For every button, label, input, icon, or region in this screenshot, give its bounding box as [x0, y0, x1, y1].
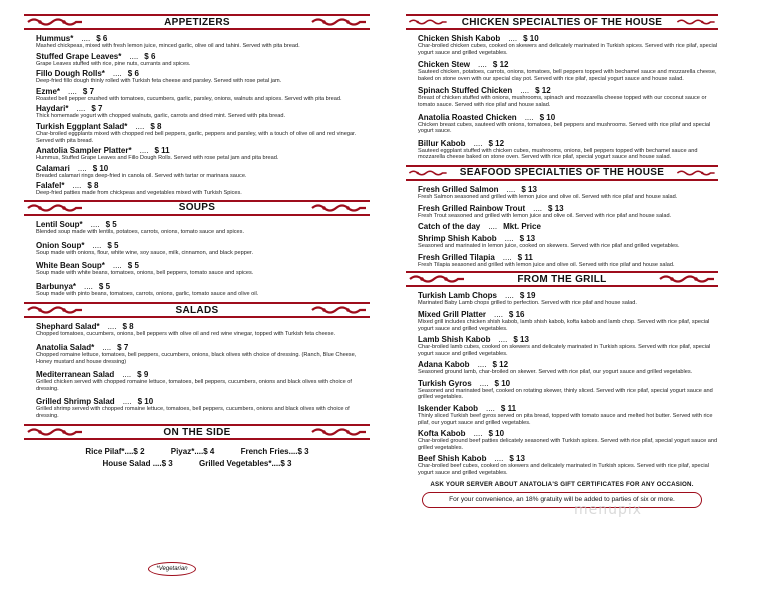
menu-item-dots: ....	[72, 181, 82, 191]
menu-item-heading	[36, 282, 370, 291]
menu-item	[36, 370, 370, 392]
gratuity-note: For your convenience, an 18% gratuity will be added to parties of six or more.	[422, 492, 702, 508]
menu-item-price: $ 6	[127, 69, 139, 79]
menu-item-heading	[36, 343, 370, 352]
menu-item-price: $ 13	[513, 335, 529, 345]
chicken-title: CHICKEN SPECIALTIES OF THE HOUSE	[461, 16, 663, 28]
menu-item-dots: ....	[473, 138, 483, 148]
menu-item-dots: ....	[473, 429, 483, 439]
appetizers-list	[24, 34, 370, 197]
menu-item-price: $ 12	[492, 360, 509, 370]
menu-item-name: Adana Kabob	[418, 360, 470, 370]
menu-item-name: Turkish Eggplant Salad*	[36, 121, 128, 131]
salads-title: SALADS	[175, 304, 219, 316]
menu-item-description: Sauteed chicken, potatoes, carrots, onions, tomatoes, bell peppers topped with bechamel sauce and mozzarella cheese, baked on stone oven with our special clay pot. Served with rice pilaf, special yogurt sauce and house salad.	[418, 69, 717, 82]
menu-item	[418, 34, 718, 56]
menu-item-description: Seasoned and marinated beef, cooked on rotating skewer, thinly sliced. Served with rice pilaf, special yogurt sauce and grilled vegetables.	[418, 387, 713, 401]
menu-item-name: Chicken Shish Kabob	[418, 34, 501, 43]
menu-item-price: $ 10	[539, 112, 556, 122]
menu-item-heading	[418, 139, 718, 148]
menu-item-dots: ....	[102, 342, 112, 352]
appetizers-title: APPETIZERS	[164, 16, 230, 28]
menu-item-name: Spinach Stuffed Chicken	[418, 86, 513, 96]
menu-item-price: $ 10	[488, 429, 505, 439]
menu-item-name: Catch of the day	[418, 222, 481, 232]
side-row-1	[24, 446, 370, 458]
menu-item-dots: ....	[498, 335, 508, 345]
menu-item-heading	[36, 104, 370, 113]
menu-item-name: Shephard Salad*	[36, 322, 100, 332]
menu-item-price: $ 5	[105, 219, 117, 229]
menu-item-name: Grilled Shrimp Salad	[36, 397, 115, 407]
menu-item-description: Hummus, Stuffed Grape Leaves and Fillo Dough Rolls. Served with rose petal jam and pita bread.	[36, 155, 279, 162]
menu-item-name: Anatolia Sampler Platter*	[36, 146, 132, 156]
menu-item-dots: ....	[533, 203, 543, 213]
menu-item-dots: ....	[122, 370, 132, 380]
menu-item-description: Chopped romaine lettuce, tomatoes, bell peppers, cucumbers, onions, black olives with choice of dressing. (Ranch, Blue Cheese, Honey mustard and house dressing)	[36, 351, 357, 365]
menu-item-dots: ....	[92, 240, 102, 250]
menu-item	[418, 204, 718, 220]
side-item: Rice Pilaf*....$ 2	[85, 447, 145, 457]
menu-item-description: Chicken breast cubes, sauteed with onions, tomatoes, bell peppers and mushrooms. Served with rice pilaf and special yogurt sauce.	[418, 121, 711, 135]
menu-item-description: Seasoned and marinated in lemon juice, cooked on skewers. Served with rice pilaf and grilled vegetables.	[418, 243, 680, 250]
menu-item-price: Mkt. Price	[503, 222, 541, 232]
menu-item-dots: ....	[90, 219, 100, 229]
menu-item	[418, 335, 718, 357]
side-item: Grilled Vegetables*....$ 3	[198, 459, 292, 469]
menu-item-heading	[36, 241, 370, 250]
menu-item-heading	[36, 370, 370, 379]
menu-item-description: Deep-fried patties made from chickpeas and vegetables mixed with Turkish Spices.	[36, 190, 242, 197]
menu-item-name: Lentil Soup*	[36, 219, 83, 229]
menu-item-heading	[36, 52, 370, 61]
menu-item-price: $ 8	[87, 181, 99, 191]
menu-item-name: Beef Shish Kabob	[418, 454, 487, 464]
menu-item-dots: ....	[129, 51, 139, 61]
menu-item-heading	[418, 310, 718, 319]
menu-item	[36, 181, 370, 197]
appetizers-header	[24, 14, 370, 30]
menu-item-dots: ....	[479, 378, 489, 388]
menu-item-name: Chicken Stew	[418, 60, 471, 70]
menu-item-price: $ 5	[107, 240, 119, 250]
menu-item-price: $ 16	[508, 309, 525, 319]
menu-item-dots: ....	[494, 454, 504, 464]
ornament-icon	[310, 305, 368, 315]
menu-item-name: Ezme*	[36, 86, 61, 96]
soups-title: SOUPS	[178, 202, 216, 214]
menu-item-dots: ....	[524, 112, 534, 122]
menu-item-dots: ....	[502, 252, 512, 262]
menu-item-price: $ 13	[548, 203, 564, 213]
chicken-header	[406, 14, 718, 30]
menu-item-price: $ 12	[535, 86, 551, 96]
menu-item	[36, 397, 370, 419]
menu-item-name: Anatolia Roasted Chicken	[418, 112, 517, 122]
menu-item-description: Breaded calamari rings deep-fried in canola oil. Served with tartar or marinara sauce.	[36, 172, 247, 179]
menu-item-heading	[36, 181, 370, 190]
menu-item-price: $ 6	[144, 51, 156, 61]
menu-item-price: $ 7	[117, 342, 129, 352]
menu-item-price: $ 7	[82, 86, 95, 96]
menu-item-heading	[36, 122, 370, 131]
menu-item-name: White Bean Soup*	[36, 261, 105, 271]
menu-item-heading	[36, 397, 370, 406]
menu-item-price: $ 11	[500, 404, 517, 414]
menu-item	[418, 185, 718, 201]
menu-item	[36, 241, 370, 257]
menu-item-description: Thinly sliced Turkish beef gyros served on pita bread, topped with tomato sauce and melted hot butter. Served with rice pilaf, our yogurt sauce and grilled vegetables.	[418, 413, 713, 426]
menu-item-name: Fresh Grilled Tilapia	[418, 252, 495, 262]
menu-item	[418, 86, 718, 108]
menu-item-heading	[418, 34, 718, 43]
menu-item-price: $ 11	[517, 252, 533, 262]
menu-item-heading	[418, 291, 718, 300]
grill-title: FROM THE GRILL	[517, 273, 607, 285]
grill-list	[406, 291, 718, 476]
ornament-icon	[658, 274, 716, 284]
menu-item-heading	[36, 87, 370, 96]
side-item: House Salad ....$ 3	[102, 459, 173, 469]
menu-item-dots: ....	[506, 184, 516, 194]
menu-item-name: Haydari*	[36, 104, 69, 114]
menu-item-heading	[36, 261, 370, 270]
menu-item-heading	[36, 322, 370, 331]
menu-item-description: Grilled chicken served with chopped romaine lettuce, tomatoes, bell peppers, cucumbers, onions and black olives with choice of dressing.	[36, 379, 352, 392]
menu-item-description: Seasoned ground lamb, char-broiled on skewer. Served with rice pilaf, our yogurt sauce and grilled vegetables.	[418, 369, 693, 376]
menu-item	[418, 222, 718, 231]
menu-item-description: Thick homemade yogurt with chopped walnuts, garlic, carrots and dried mint. Served with pita bread.	[36, 113, 286, 120]
menu-item	[36, 104, 370, 120]
menu-item-dots: ....	[486, 404, 495, 414]
menu-item-dots: ....	[477, 360, 487, 370]
menu-item	[418, 113, 718, 135]
left-column	[24, 14, 370, 470]
menu-item-name: Fresh Grilled Salmon	[418, 184, 499, 194]
menu-item	[418, 429, 718, 451]
menu-item-heading	[418, 185, 718, 194]
menu-item-name: Iskender Kabob	[418, 404, 479, 414]
watermark: menupix	[574, 502, 643, 518]
menu-item	[36, 322, 370, 338]
menu-item-dots: ....	[478, 60, 487, 70]
menu-item-price: $ 7	[91, 104, 103, 114]
menu-item-description: Mashed chickpeas, mixed with fresh lemon juice, minced garlic, olive oil and tahini. Served with pita bread.	[36, 43, 300, 49]
menu-item-name: Calamari	[36, 163, 70, 173]
menu-item-heading	[36, 69, 370, 78]
menu-item-description: Blended soup made with lentils, potatoes, carrots, onions, tomato sauce and spices.	[36, 228, 245, 235]
side-item: French Fries....$ 3	[240, 447, 309, 457]
menu-item-name: Turkish Gyros	[418, 378, 472, 388]
menu-item-description: Sauteed eggplant stuffed with chicken cubes, mushrooms, onions, bell peppers topped with bechamel sauce and mozzarella cheese baked on stone oven. Served with rice pilaf, special yogurt sauce and house salad.	[418, 147, 698, 161]
soups-list	[24, 220, 370, 297]
menu-item-price: $ 8	[150, 121, 162, 131]
menu-item-description: Deep-fried fillo dough thinly rolled with Turkish feta cheese and parsley. Served with rose petal jam.	[36, 78, 282, 85]
menu-item-description: Marinated Baby Lamb chops grilled to perfection. Served with rice pilaf and house salad.	[418, 300, 637, 307]
menu-item-name: Fillo Dough Rolls*	[36, 69, 105, 79]
menu-item-heading	[418, 454, 718, 463]
menu-item-name: Onion Soup*	[36, 240, 85, 250]
menu-item-dots: ....	[494, 309, 503, 319]
menu-item-name: Fresh Grilled Rainbow Trout	[418, 203, 526, 213]
menu-item	[418, 60, 718, 82]
menu-item-price: $ 9	[137, 370, 149, 380]
ornament-icon	[26, 305, 84, 315]
ornament-icon	[310, 203, 368, 213]
menu-item	[36, 87, 370, 103]
side-row-2	[24, 458, 370, 470]
menu-item	[36, 122, 370, 144]
menu-item-description: Char-broiled beef cubes, cooked on skewers and delicately marinated in Turkish spices. Served with rice pilaf, special yogurt sauce and grilled vegetables.	[418, 463, 710, 477]
menu-item-heading	[418, 86, 718, 95]
menu-item-name: Lamb Shish Kabob	[418, 335, 491, 345]
menu-item-description: Char-broiled lamb cubes, cooked on skewers and delicately marinated in Turkish spices. Served with rice pilaf, special yogurt sauce and grilled vegetables.	[418, 344, 711, 357]
menu-item-name: Mixed Grill Platter	[418, 309, 487, 319]
ornament-icon	[26, 203, 84, 213]
menu-item	[36, 34, 370, 50]
menu-item-name: Hummus*	[36, 34, 74, 43]
menu-item-heading	[418, 234, 718, 243]
menu-item	[36, 146, 370, 162]
menu-item-dots: ....	[76, 104, 86, 114]
menu-item-dots: ....	[84, 281, 93, 291]
on-the-side-header	[24, 424, 370, 440]
on-the-side-title: ON THE SIDE	[163, 426, 231, 438]
ornament-icon	[676, 168, 716, 178]
menu-item	[36, 261, 370, 277]
menu-item-dots: ....	[81, 34, 91, 43]
salads-list	[24, 322, 370, 419]
chicken-list	[406, 34, 718, 161]
ornament-icon	[408, 274, 466, 284]
menu-item-name: Billur Kabob	[418, 138, 466, 148]
menu-item-price: $ 12	[488, 138, 505, 148]
menu-item-dots: ....	[77, 163, 87, 173]
menu-item-description: Chopped tomatoes, cucumbers, onions, bell peppers with olive oil and red wine vinegar, topped with Turkish feta cheese.	[36, 331, 336, 338]
menu-item-dots: ....	[520, 86, 530, 96]
menu-item-name: Falafel*	[36, 181, 65, 191]
menu-item-heading	[36, 164, 370, 173]
menu-item-description: Mixed grill includes chicken shish kabob, lamb shish kabob, kofta kabob and lamb chop. Served with rice pilaf, special yogurt sauce and grilled vegetables.	[418, 318, 710, 332]
menu-item-price: $ 13	[509, 454, 525, 464]
salads-header	[24, 302, 370, 318]
seafood-title: SEAFOOD SPECIALTIES OF THE HOUSE	[459, 167, 665, 179]
menu-item	[418, 291, 718, 307]
menu-item-heading	[418, 253, 718, 262]
menu-item	[418, 253, 718, 269]
menu-item	[418, 234, 718, 250]
menu-item-description: Fresh Salmon seasoned and grilled with lemon juice and olive oil. Served with rice pilaf and house salad.	[418, 193, 678, 200]
ornament-icon	[408, 168, 448, 178]
menu-item-dots: ....	[122, 397, 132, 407]
menu-item-heading	[36, 220, 370, 229]
menu-item-name: Anatolia Salad*	[36, 342, 95, 352]
menu-item	[418, 379, 718, 401]
menu-item-description: Fresh Trout seasoned and grilled with lemon juice and olive oil. Served with rice pilaf and house salad.	[418, 212, 672, 219]
menu-item-price: $ 11	[154, 146, 170, 156]
seafood-header	[406, 165, 718, 181]
menu-item-dots: ....	[504, 234, 514, 244]
menu-item-price: $ 13	[521, 184, 537, 194]
menu-item-description: Grape Leaves stuffed with rice, pine nuts, currants and spices.	[36, 60, 191, 67]
menu-item-price: $ 12	[492, 60, 509, 70]
menu-item-description: Breast of chicken stuffed with onions, mushrooms, spinach and mozzarella cheese topped with our coconut sauce or tomato sauce. Served with rice pilaf and house salad.	[418, 95, 707, 108]
menu-item-heading	[418, 335, 718, 344]
menu-item-heading	[36, 146, 370, 155]
menu-item-dots: ....	[508, 34, 518, 43]
menu-item-name: Stuffed Grape Leaves*	[36, 51, 122, 61]
menu-item	[36, 220, 370, 236]
menu-item	[418, 454, 718, 476]
seafood-list	[406, 185, 718, 268]
menu-item-heading	[418, 404, 718, 413]
menu-item	[36, 52, 370, 68]
menu-item-name: Kofta Kabob	[418, 429, 466, 439]
menu-item-name: Mediterranean Salad	[36, 370, 115, 380]
menu-item-description: Grilled shrimp served with chopped romaine lettuce, tomatoes, bell peppers, cucumbers, onions and black olives with choice of dressing.	[36, 406, 350, 419]
menu-item	[36, 282, 370, 298]
menu-item-dots: ....	[68, 86, 77, 96]
ornament-icon	[26, 17, 84, 27]
vegetarian-note: *Vegetarian	[148, 562, 196, 576]
menu-item-description: Char-broiled eggplants mixed with chopped red bell peppers, garlic, peppers and parsley, with a touch of olive oil and red vinegar. Served with pita bread.	[36, 130, 357, 144]
menu-item	[418, 310, 718, 332]
menu-item-price: $ 5	[98, 281, 111, 291]
menu-item-heading	[418, 60, 718, 69]
menu-item-heading	[418, 379, 718, 388]
menu-item-description: Soup made with onions, flour, white wine, soy sauce, milk, cinnamon, and black pepper.	[36, 249, 254, 256]
menu-item-name: Barbunya*	[36, 281, 77, 291]
menu-item-price: $ 5	[127, 261, 139, 271]
menu-item	[36, 69, 370, 85]
menu-item-heading	[418, 204, 718, 213]
menu-item-description: Char-broiled chicken cubes, cooked on skewers and delicately marinated in Turkish spices. Served with rice pilaf, special yogurt sauce and grilled vegetables.	[418, 43, 718, 56]
menu-item-heading	[418, 429, 718, 438]
menu-item-description: Soup made with white beans, tomatoes, onions, bell peppers, tomato sauce and spices.	[36, 270, 254, 277]
menu-item	[36, 343, 370, 365]
menu-item	[36, 164, 370, 180]
menu-item-description: Roasted bell pepper crushed with tomatoes, cucumbers, garlic, parsley, onions, walnuts and spices. Served with pita bread.	[36, 95, 342, 102]
menu-item-price: $ 19	[519, 291, 536, 301]
menu-item-name: Turkish Lamb Chops	[418, 291, 497, 301]
menu-item-dots: ....	[112, 69, 122, 79]
menu-item	[418, 139, 718, 161]
menu-item-dots: ....	[107, 322, 117, 332]
ornament-icon	[676, 17, 716, 27]
menu-item-price: $ 10	[523, 34, 539, 43]
menu-item-dots: ....	[112, 261, 122, 271]
ornament-icon	[408, 17, 448, 27]
menu-item-dots: ....	[139, 146, 149, 156]
menu-item-heading	[418, 113, 718, 122]
menu-item-dots: ....	[488, 222, 498, 232]
menu-item-price: $ 10	[494, 378, 511, 388]
menu-item	[418, 404, 718, 426]
menu-item-name: Shrimp Shish Kabob	[418, 234, 497, 244]
menu-item-price: $ 10	[137, 397, 154, 407]
grill-header	[406, 271, 718, 287]
ornament-icon	[310, 427, 368, 437]
menu-item-price: $ 8	[122, 322, 134, 332]
menu-item-heading	[418, 360, 718, 369]
menu-item-dots: ....	[135, 121, 145, 131]
menu-item-description: Char-broiled ground beef patties delicately seasoned with Turkish spices. Served with rice pilaf, special yogurt sauce and grilled vegetables.	[418, 438, 718, 451]
ornament-icon	[310, 17, 368, 27]
side-item: Piyaz*....$ 4	[170, 447, 215, 457]
soups-header	[24, 200, 370, 216]
menu-item	[418, 360, 718, 376]
menu-item-description: Soup made with pinto beans, tomatoes, carrots, onions, garlic, tomato sauce and olive oil.	[36, 290, 259, 297]
menu-item-description: Fresh Tilapia seasoned and grilled with lemon juice and olive oil. Served with rice pilaf and house salad.	[418, 261, 675, 268]
ornament-icon	[26, 427, 84, 437]
menu-item-price: $ 6	[96, 34, 108, 43]
menu-item-price: $ 13	[519, 234, 536, 244]
menu-item-dots: ....	[504, 291, 514, 301]
menu-item-heading	[418, 222, 718, 231]
menu-item-heading	[36, 34, 370, 43]
gift-certificate-note: ASK YOUR SERVER ABOUT ANATOLIA'S GIFT CERTIFICATES FOR ANY OCCASION.	[430, 480, 694, 488]
right-column	[406, 14, 718, 508]
menu-item-price: $ 10	[92, 163, 109, 173]
